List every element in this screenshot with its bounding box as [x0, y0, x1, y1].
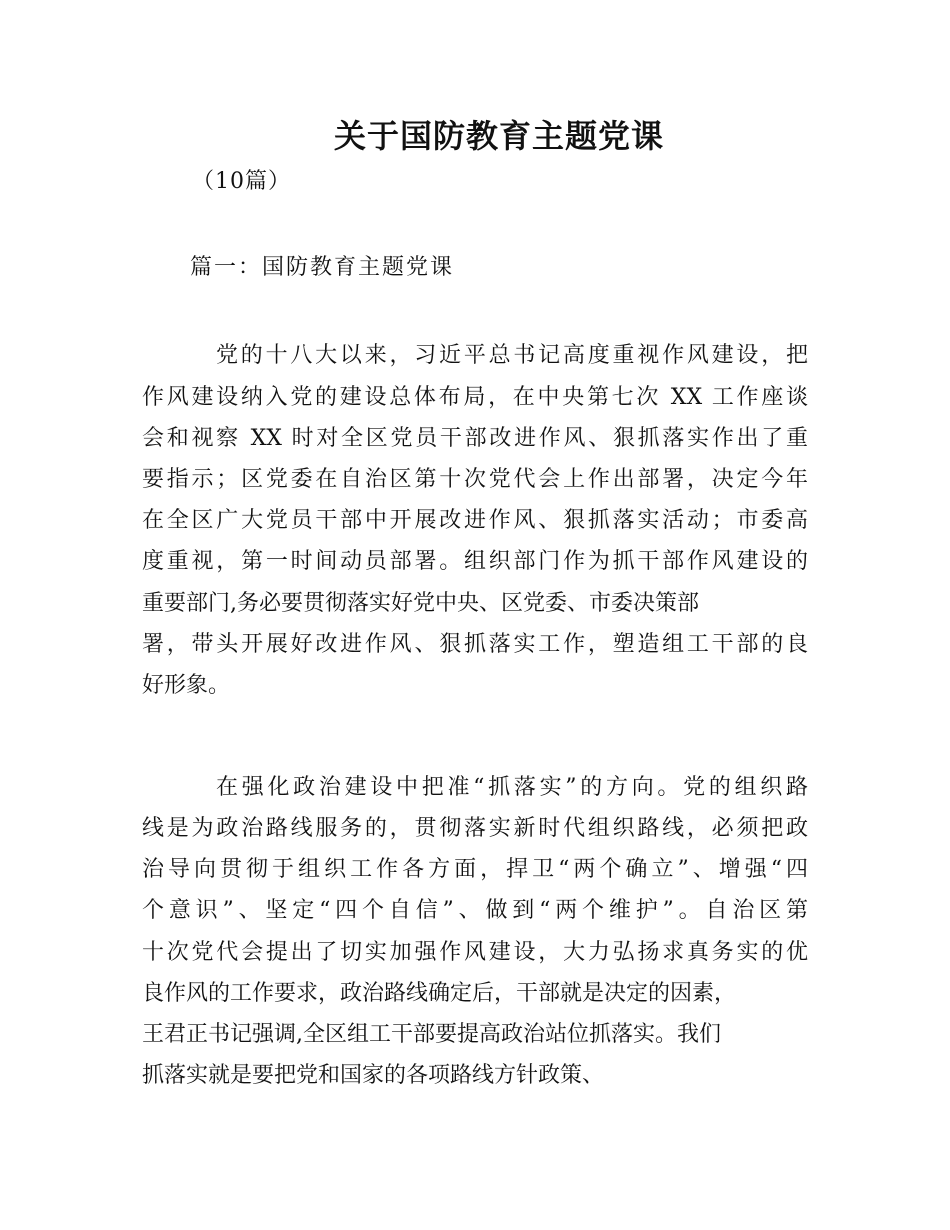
- paragraph-1-line: 作风建设纳入党的建设总体布局，在中央第七次 XX 工作座谈: [142, 385, 808, 410]
- paragraph-1-line: 好形象。: [142, 673, 231, 698]
- paragraph-2-line: 王君正书记强调,全区组工干部要提高政治站位抓落实。我们: [142, 1022, 721, 1047]
- paragraph-2-line: 十次党代会提出了切实加强作风建设，大力弘扬求真务实的优: [142, 940, 808, 965]
- paragraph-2-line: 治导向贯彻于组织工作各方面，捍卫“两个确立”、增强“四: [142, 857, 808, 882]
- paragraph-1-line: 在全区广大党员干部中开展改进作风、狠抓落实活动；市委高: [142, 508, 808, 533]
- paragraph-2-line: 良作风的工作要求，政治路线确定后，干部就是决定的因素，: [142, 981, 737, 1006]
- document-title: 关于国防教育主题党课: [333, 117, 664, 155]
- paragraph-2-line: 在强化政治建设中把准“抓落实”的方向。党的组织路: [216, 775, 808, 800]
- paragraph-1-line: 度重视，第一时间动员部署。组织部门作为抓干部作风建设的: [142, 549, 808, 574]
- paragraph-1-line: 会和视察 XX 时对全区党员干部改进作风、狠抓落实作出了重: [142, 426, 808, 451]
- section-heading: 篇一：国防教育主题党课: [190, 255, 455, 280]
- paragraph-2-line: 个意识”、坚定“四个自信”、做到“两个维护”。自治区第: [142, 898, 808, 923]
- paragraph-1-line: 署，带头开展好改进作风、狠抓落实工作，塑造组工干部的良: [142, 632, 808, 657]
- paragraph-1-line: 党的十八大以来，习近平总书记高度重视作风建设，把: [216, 343, 808, 368]
- paragraph-1-line: 重要部门,务必要贯彻落实好党中央、区党委、市委决策部: [142, 591, 699, 616]
- document-subtitle: （10篇）: [192, 169, 291, 194]
- paragraph-2-line: 线是为政治路线服务的，贯彻落实新时代组织路线，必须把政: [142, 816, 808, 841]
- paragraph-1-line: 要指示；区党委在自治区第十次党代会上作出部署，决定今年: [142, 467, 808, 492]
- paragraph-2-line: 抓落实就是要把党和国家的各项路线方针政策、: [142, 1063, 605, 1088]
